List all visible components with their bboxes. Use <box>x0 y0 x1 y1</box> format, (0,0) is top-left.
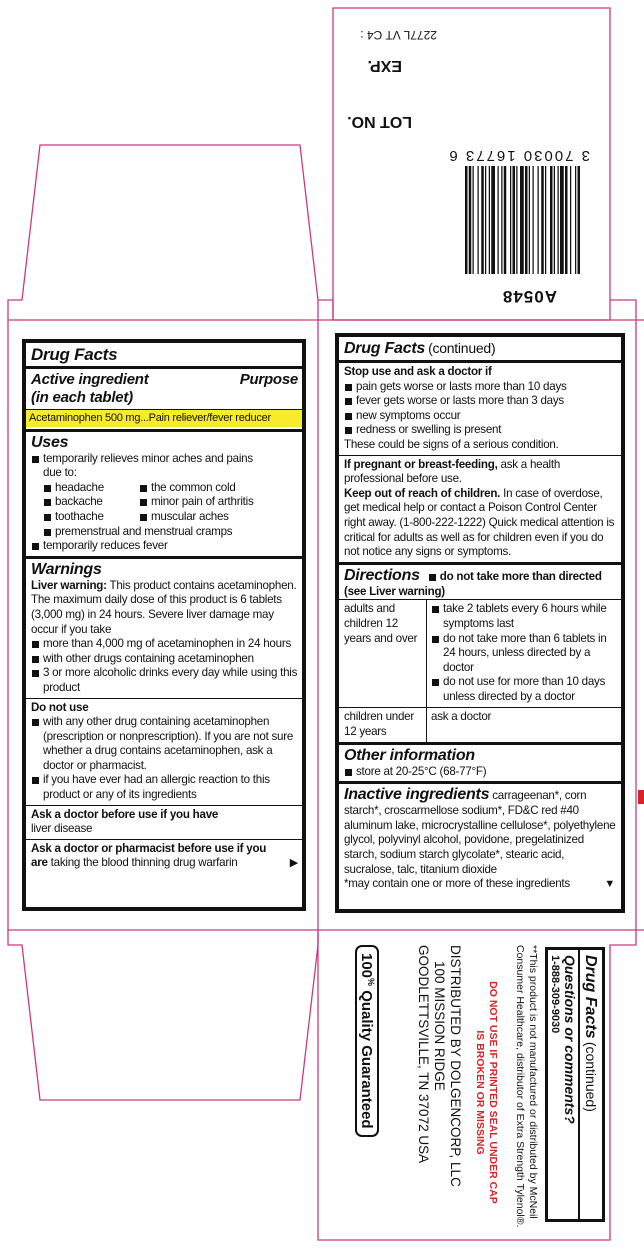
questions-label: Questions or comments? <box>562 955 578 1124</box>
barcode-bar <box>504 166 507 274</box>
barcode-bar <box>570 166 571 274</box>
seal-warning: DO NOT USE IF PRINTED SEAL UNDER CAP IS BROKEN OR MISSING <box>474 981 499 1204</box>
distributor-block <box>415 945 463 1187</box>
directions-title: Directions <box>344 566 420 584</box>
barcode-bar <box>578 166 581 274</box>
use-backache: backache <box>43 495 139 510</box>
adults-bullet-1: take 2 tablets every 6 hours while symptoms last <box>431 602 618 631</box>
adults-label: adults and children 12 years and over <box>339 600 427 707</box>
barcode-bar <box>478 166 479 274</box>
ask-doctor-text: liver disease <box>31 822 93 836</box>
stop-note: These could be signs of a serious condition. <box>344 437 559 451</box>
barcode-number: 3 70030 16773 6 <box>447 147 590 164</box>
uses-item-1: temporarily relieves minor aches and pains due to: <box>31 452 298 481</box>
pregnant-warning: If pregnant or breast-feeding, ask a health professional before use. <box>344 457 561 486</box>
continue-arrow-icon: ▶ <box>289 857 298 870</box>
use-arthritis: minor pain of arthritis <box>139 495 298 510</box>
keep-out-of-reach: Keep out of reach of children. In case of overdose, get medical help or contact a Poison Control Center right away. (1-800-222-1222) Quick medical attention is critical for adults as well as for children even if you do not notice any signs or symptoms. <box>344 486 615 559</box>
warnings-title: Warnings <box>31 560 102 578</box>
directions-bullet: do not take more than directed <box>428 570 602 585</box>
ask-pharmacist-text: taking the blood thinning drug warfarin <box>50 856 238 870</box>
barcode-bar <box>501 166 502 274</box>
barcode-bar <box>465 166 468 274</box>
other-info-title: Other information <box>344 746 475 764</box>
exp-label: EXP. <box>367 57 402 74</box>
do-not-use-label: Do not use <box>31 700 89 714</box>
bottom-continued-label: (continued) <box>583 1041 599 1112</box>
quality-badge: 100% Quality Guaranteed <box>355 945 379 1137</box>
barcode-bar <box>481 166 484 274</box>
inactive-note: *may contain one or more of these ingredients <box>344 877 570 891</box>
barcode-bar <box>545 166 546 274</box>
barcode-bar <box>575 166 576 274</box>
barcode-bar <box>469 166 472 274</box>
do-not-use-bullet-2: if you have ever had an allergic reaction to this product or any of its ingredients <box>31 773 298 802</box>
purpose-label: Purpose <box>239 371 298 388</box>
use-common-cold: the common cold <box>139 481 298 496</box>
item-code: A0548 <box>501 287 557 306</box>
ask-doctor-label: Ask a doctor before use if you have <box>31 807 219 821</box>
ingredient-line: Acetaminophen 500 mg...Pain reliever/fever reducer <box>26 409 302 427</box>
barcode-bar <box>498 166 499 274</box>
barcode-bar <box>533 166 534 274</box>
drug-facts-panel-right <box>335 333 625 913</box>
use-toothache: toothache <box>43 510 139 525</box>
uses-item-2: temporarily reduces fever <box>31 539 298 554</box>
barcode-bar <box>489 166 490 274</box>
use-headache: headache <box>43 481 139 496</box>
do-not-use-bullet-1: with any other drug containing acetaminophen (prescription or nonprescription). If you are not sure whether a drug contains acetaminophen, ask a doctor or pharmacist. <box>31 715 298 773</box>
inactive-text: carrageenan*, corn starch*, croscarmellose sodium*, FD&C red #40 aluminum lake, microcrystalline cellulose*, polyethylene glycol, polyvinyl alcohol, povidone, pregelatinized starch, sodium starch glycolate*, stearic acid, sucralose, talc, titanium dioxide <box>344 789 616 876</box>
bottom-flap <box>325 945 605 1230</box>
lot-code: 2277L VT C4 : <box>360 28 437 42</box>
bottom-drug-facts-title: Drug Facts <box>582 955 599 1039</box>
liver-warning: Liver warning: This product contains acetaminophen. The maximum daily dose of this product is 6 tablets (3,000 mg) in 24 hours. Severe liver damage may occur if you take <box>31 578 297 636</box>
drug-facts-panel-left <box>22 339 306 911</box>
inactive-title: Inactive ingredients <box>344 786 490 804</box>
use-premenstrual: premenstrual and menstrual cramps <box>43 525 298 540</box>
drug-facts-title: Drug Facts <box>31 345 118 364</box>
continue-down-arrow-icon: ▼ <box>604 878 615 891</box>
barcode-bar <box>516 166 517 274</box>
liver-bullet-1: more than 4,000 mg of acetaminophen in 24 hours <box>31 637 298 652</box>
distributor-line-2: 100 MISSION RIDGE <box>432 961 447 1091</box>
other-info-bullet: store at 20-25°C (68-77°F) <box>344 765 617 780</box>
drug-facts-title-right: Drug Facts <box>344 340 426 357</box>
stop-bullet-3: new symptoms occur <box>344 409 617 424</box>
distributor-line-3: GOODLETTSVILLE, TN 37072 USA <box>416 945 431 1164</box>
barcode-bar <box>538 166 539 274</box>
barcode-bar <box>554 166 555 274</box>
barcode-bar <box>491 166 495 274</box>
barcode-bar <box>513 166 516 274</box>
barcode-bar <box>550 166 553 274</box>
drug-facts-continued-box <box>545 947 605 1222</box>
stop-bullet-1: pain gets worse or lasts more than 10 days <box>344 380 617 395</box>
liver-bullet-3: 3 or more alcoholic drinks every day while using this product <box>31 666 298 695</box>
children-text: ask a doctor <box>431 710 492 724</box>
uses-grid <box>31 481 298 525</box>
stop-bullet-2: fever gets worse or lasts more than 3 days <box>344 394 617 409</box>
barcode-bar <box>510 166 511 274</box>
barcode-bar <box>485 166 486 274</box>
barcode-bar <box>525 166 528 274</box>
children-label: children under 12 years <box>339 708 427 741</box>
continued-label: (continued) <box>428 340 496 356</box>
stop-use-label: Stop use and ask a doctor if <box>344 365 492 378</box>
use-muscular: muscular aches <box>139 510 298 525</box>
ask-pharmacist-label: Ask a doctor or pharmacist before use if you are <box>31 841 267 870</box>
barcode-bar <box>529 166 530 274</box>
barcode-bar <box>541 166 544 274</box>
barcode-bar <box>558 166 559 274</box>
active-ingredient-label: Active ingredient <box>31 371 149 388</box>
directions-table <box>339 599 621 741</box>
lot-label: LOT NO. <box>347 113 412 130</box>
adults-bullet-3: do not use for more than 10 days unless directed by a doctor <box>431 675 618 704</box>
distributor-line-1: DISTRIBUTED BY DOLGENCORP, LLC <box>448 945 463 1187</box>
top-flap <box>342 18 602 310</box>
barcode-bar <box>565 166 568 274</box>
liver-bullet-2: with other drugs containing acetaminophen <box>31 652 298 667</box>
stop-bullet-4: redness or swelling is present <box>344 423 617 438</box>
barcode-bar <box>473 166 474 274</box>
uses-title: Uses <box>31 433 69 451</box>
phone-number: 1-888-309-9030 <box>549 955 561 1034</box>
directions-sub: (see Liver warning) <box>344 584 445 598</box>
barcode-bar <box>520 166 524 274</box>
adults-bullet-2: do not take more than 6 tablets in 24 hours, unless directed by a doctor <box>431 632 618 676</box>
in-each-tablet: (in each tablet) <box>31 389 133 406</box>
barcode-bar <box>560 166 564 274</box>
barcode <box>432 164 582 274</box>
disclaimer: **This product is not manufactured or distributed by McNeil Consumer Healthcare, distributor of Extra Strength Tylenol®. <box>514 945 539 1228</box>
